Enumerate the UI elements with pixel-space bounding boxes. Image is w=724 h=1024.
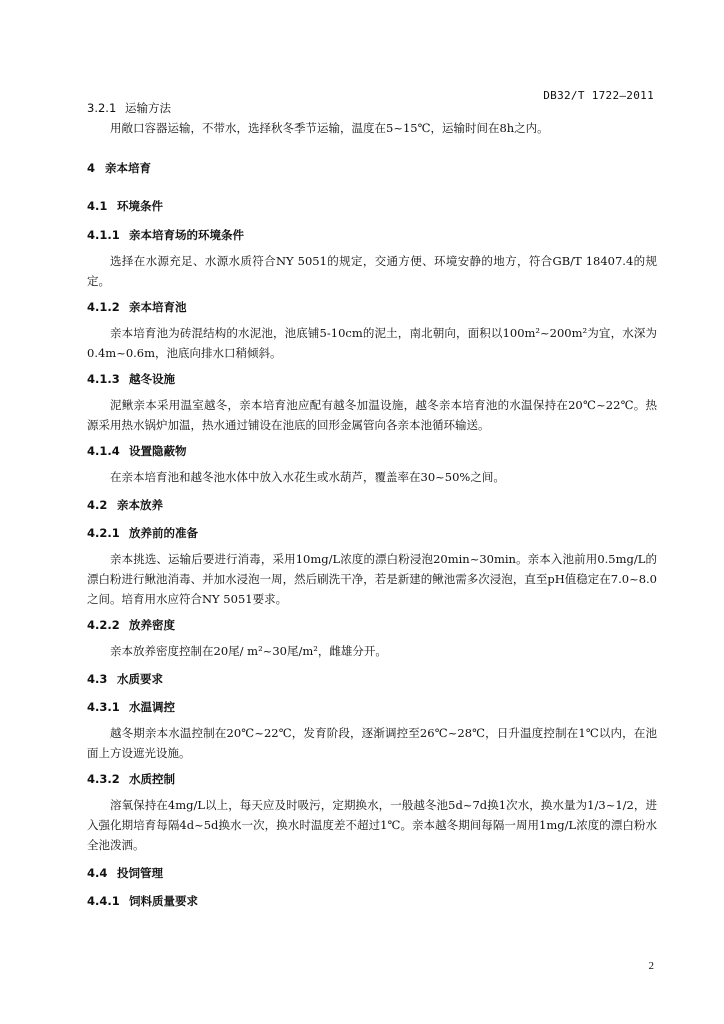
section-title: 亲本培育: [105, 161, 151, 175]
section-heading: [87, 227, 657, 243]
page-content: [87, 100, 657, 909]
section-number: 4.3: [87, 672, 108, 686]
section-title: 水质控制: [129, 772, 175, 786]
section-title: 亲本培育池: [129, 300, 187, 314]
section-heading: [87, 617, 657, 633]
section-paragraph: 亲本放养密度控制在20尾/ m²~30尾/m²，雌雄分开。: [110, 644, 387, 658]
section-title: 饲料质量要求: [129, 894, 198, 908]
section-paragraph: 选择在水源充足、水源水质符合NY 5051的规定，交通方便、环境安静的地方，符合GB/T 18407.4的规定。: [87, 254, 657, 288]
section-number: 4.1.3: [87, 372, 120, 386]
section-number: 4.4: [87, 866, 108, 880]
section-heading: [87, 299, 657, 315]
section-number: 4.2.2: [87, 618, 120, 632]
section-title: 设置隐蔽物: [129, 444, 187, 458]
section-paragraph: 亲本培育池为砖混结构的水泥池，池底铺5-10cm的泥土，南北朝向，面积以100m²~200m²为宜，水深为0.4m~0.6m，池底向排水口稍倾斜。: [87, 326, 657, 360]
section-title: 投饲管理: [117, 866, 163, 880]
section-heading: [87, 699, 657, 715]
section-heading: [87, 443, 657, 459]
section-4-heading: [87, 160, 657, 176]
section-number: 4.2: [87, 498, 108, 512]
section-4-2-2: [87, 617, 657, 661]
section-4-1-2: [87, 299, 657, 363]
section-number: 4.1.4: [87, 444, 120, 458]
section-4-4-heading: [87, 865, 657, 881]
section-number: 4.4.1: [87, 894, 120, 908]
section-4-1-1: [87, 227, 657, 291]
section-4-1-heading: [87, 198, 657, 214]
section-4-3-2: [87, 771, 657, 855]
section-4-2-heading: [87, 497, 657, 513]
section-heading: [87, 100, 657, 116]
section-number: 4.1.1: [87, 228, 120, 242]
section-4-4-1-heading: [87, 893, 657, 909]
section-title: 越冬设施: [129, 372, 175, 386]
section-4-1-4: [87, 443, 657, 487]
section-number: 4: [87, 161, 96, 175]
section-title: 运输方法: [125, 101, 171, 115]
section-paragraph: 亲本挑选、运输后要进行消毒，采用10mg/L浓度的漂白粉浸泡20min~30min。亲本入池前用0.5mg/L的漂白粉进行鳅池消毒、并加水浸泡一周，然后刷洗干净，若是新建的鳅池需多次浸泡，直至pH值稳定在7.0~8.0之间。培育用水应符合NY 5051要求。: [87, 552, 657, 606]
page-number: 2: [648, 960, 654, 972]
section-paragraph: 泥鳅亲本采用温室越冬，亲本培育池应配有越冬加温设施，越冬亲本培育池的水温保持在20℃~22℃。热源采用热水锅炉加温，热水通过铺设在池底的回形金属管向各亲本池循环输送。: [87, 398, 657, 432]
standard-code: DB32/T 1722—2011: [543, 89, 654, 102]
section-number: 4.3.1: [87, 700, 120, 714]
section-4-2-1: [87, 525, 657, 609]
section-number: 4.2.1: [87, 526, 120, 540]
section-number: 4.1: [87, 199, 108, 213]
section-title: 放养密度: [129, 618, 175, 632]
section-heading: [87, 525, 657, 541]
section-number: 4.3.2: [87, 772, 120, 786]
section-title: 亲本培育场的环境条件: [129, 228, 244, 242]
section-paragraph: 越冬期亲本水温控制在20℃~22℃，发育阶段，逐渐调控至26℃~28℃，日升温度控制在1℃以内，在池面上方设遮光设施。: [87, 726, 657, 760]
section-3-2-1: [87, 100, 657, 138]
section-paragraph: 溶氧保持在4mg/L以上，每天应及时吸污，定期换水，一般越冬池5d~7d换1次水，换水量为1/3~1/2，进入强化期培育每隔4d~5d换水一次，换水时温度差不超过1℃。亲本越冬期间每隔一周用1mg/L浓度的漂白粉水全池泼洒。: [87, 798, 657, 852]
section-paragraph: 用敞口容器运输，不带水，选择秋冬季节运输，温度在5~15℃，运输时间在8h之内。: [110, 121, 549, 135]
section-paragraph: 在亲本培育池和越冬池水体中放入水花生或水葫芦，覆盖率在30~50%之间。: [110, 470, 505, 484]
section-heading: [87, 371, 657, 387]
section-title: 亲本放养: [117, 498, 163, 512]
section-title: 水质要求: [117, 672, 163, 686]
section-title: 放养前的准备: [129, 526, 198, 540]
section-4-3-heading: [87, 671, 657, 687]
section-title: 水温调控: [129, 700, 175, 714]
section-number: 3.2.1: [87, 101, 117, 115]
section-heading: [87, 771, 657, 787]
section-number: 4.1.2: [87, 300, 120, 314]
section-title: 环境条件: [117, 199, 163, 213]
section-4-1-3: [87, 371, 657, 435]
section-4-3-1: [87, 699, 657, 763]
